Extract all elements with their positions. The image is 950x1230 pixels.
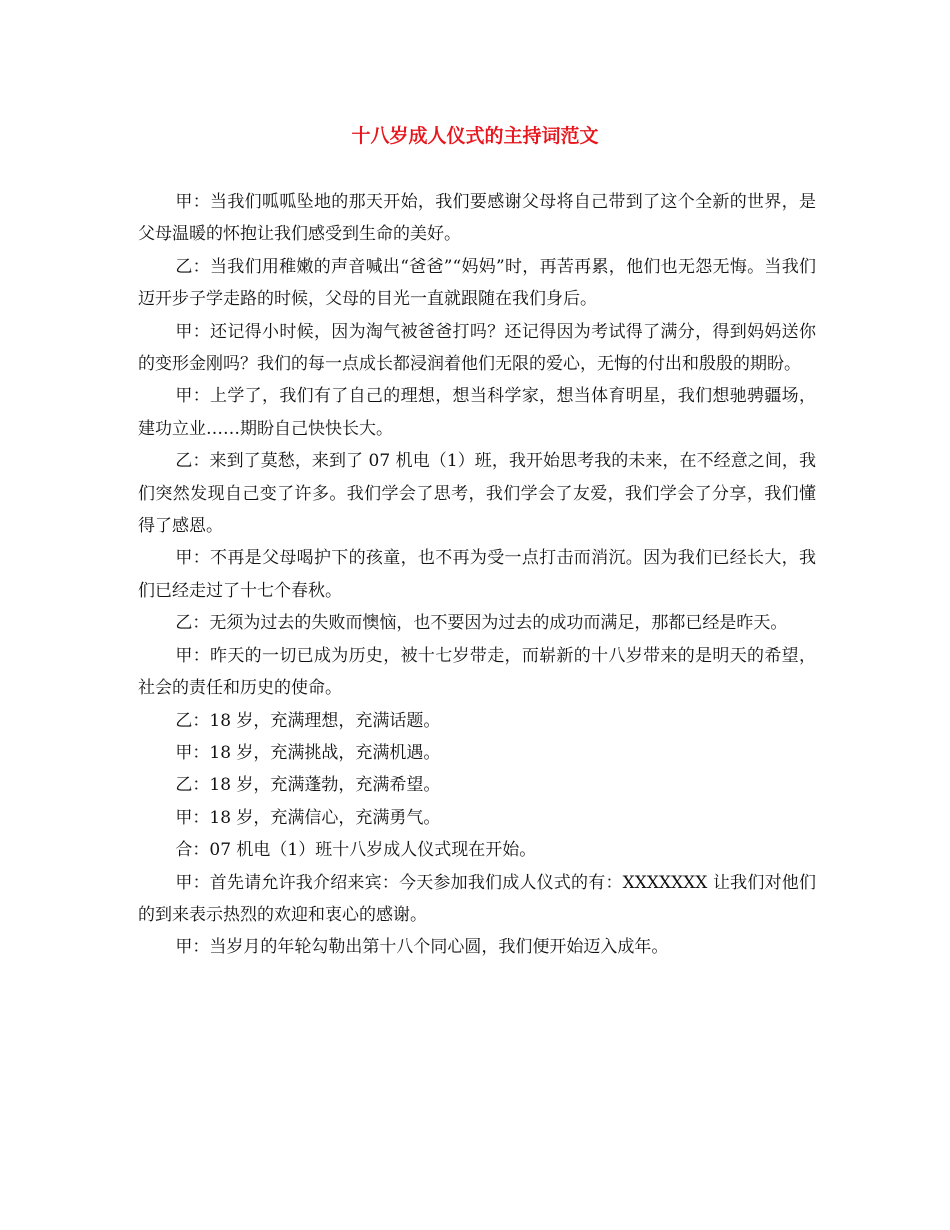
paragraph: 乙：18 岁，充满理想，充满话题。 xyxy=(175,710,441,731)
document-body xyxy=(138,186,816,964)
paragraph: 乙：18 岁，充满蓬勃，充满希望。 xyxy=(175,775,441,796)
paragraph: 乙：来到了莫愁，来到了 07 机电（1）班，我开始思考我的未来，在不经意之间，我们突然发现自己变了许多。我们学会了思考，我们学会了友爱，我们学会了分享，我们懂得了感恩。 xyxy=(138,451,816,537)
paragraph: 甲：当我们呱呱坠地的那天开始，我们要感谢父母将自己带到了这个全新的世界，是父母温暖的怀抱让我们感受到生命的美好。 xyxy=(138,192,816,245)
paragraph: 乙：当我们用稚嫩的声音喊出“爸爸”“妈妈”时，再苦再累，他们也无怨无悔。当我们迈开步子学走路的时候，父母的目光一直就跟随在我们身后。 xyxy=(138,256,816,310)
paragraph: 合：07 机电（1）班十八岁成人仪式现在开始。 xyxy=(175,840,537,861)
document-title: 十八岁成人仪式的主持词范文 xyxy=(351,125,599,147)
paragraph: 甲：18 岁，充满信心，充满勇气。 xyxy=(175,807,441,828)
paragraph: 甲：还记得小时候，因为淘气被爸爸打吗？还记得因为考试得了满分，得到妈妈送你的变形金刚吗？我们的每一点成长都浸润着他们无限的爱心，无悔的付出和殷殷的期盼。 xyxy=(138,321,816,375)
paragraph: 甲：不再是父母喝护下的孩童，也不再为受一点打击而消沉。因为我们已经长大，我们已经走过了十七个春秋。 xyxy=(138,548,816,601)
paragraph: 甲：上学了，我们有了自己的理想，想当科学家，想当体育明星，我们想驰骋疆场，建功立业……期盼自己快快长大。 xyxy=(138,386,816,439)
paragraph: 乙：无须为过去的失败而懊恼，也不要因为过去的成功而满足，那都已经是昨天。 xyxy=(175,613,788,634)
paragraph: 甲：首先请允许我介绍来宾：今天参加我们成人仪式的有：XXXXXXX 让我们对他们的到来表示热烈的欢迎和衷心的感谢。 xyxy=(138,872,816,925)
paragraph: 甲：18 岁，充满挑战，充满机遇。 xyxy=(175,742,441,763)
paragraph: 甲：昨天的一切已成为历史，被十七岁带走，而崭新的十八岁带来的是明天的希望，社会的责任和历史的使命。 xyxy=(138,645,816,699)
paragraph: 甲：当岁月的年轮勾勒出第十八个同心圆，我们便开始迈入成年。 xyxy=(175,937,669,958)
